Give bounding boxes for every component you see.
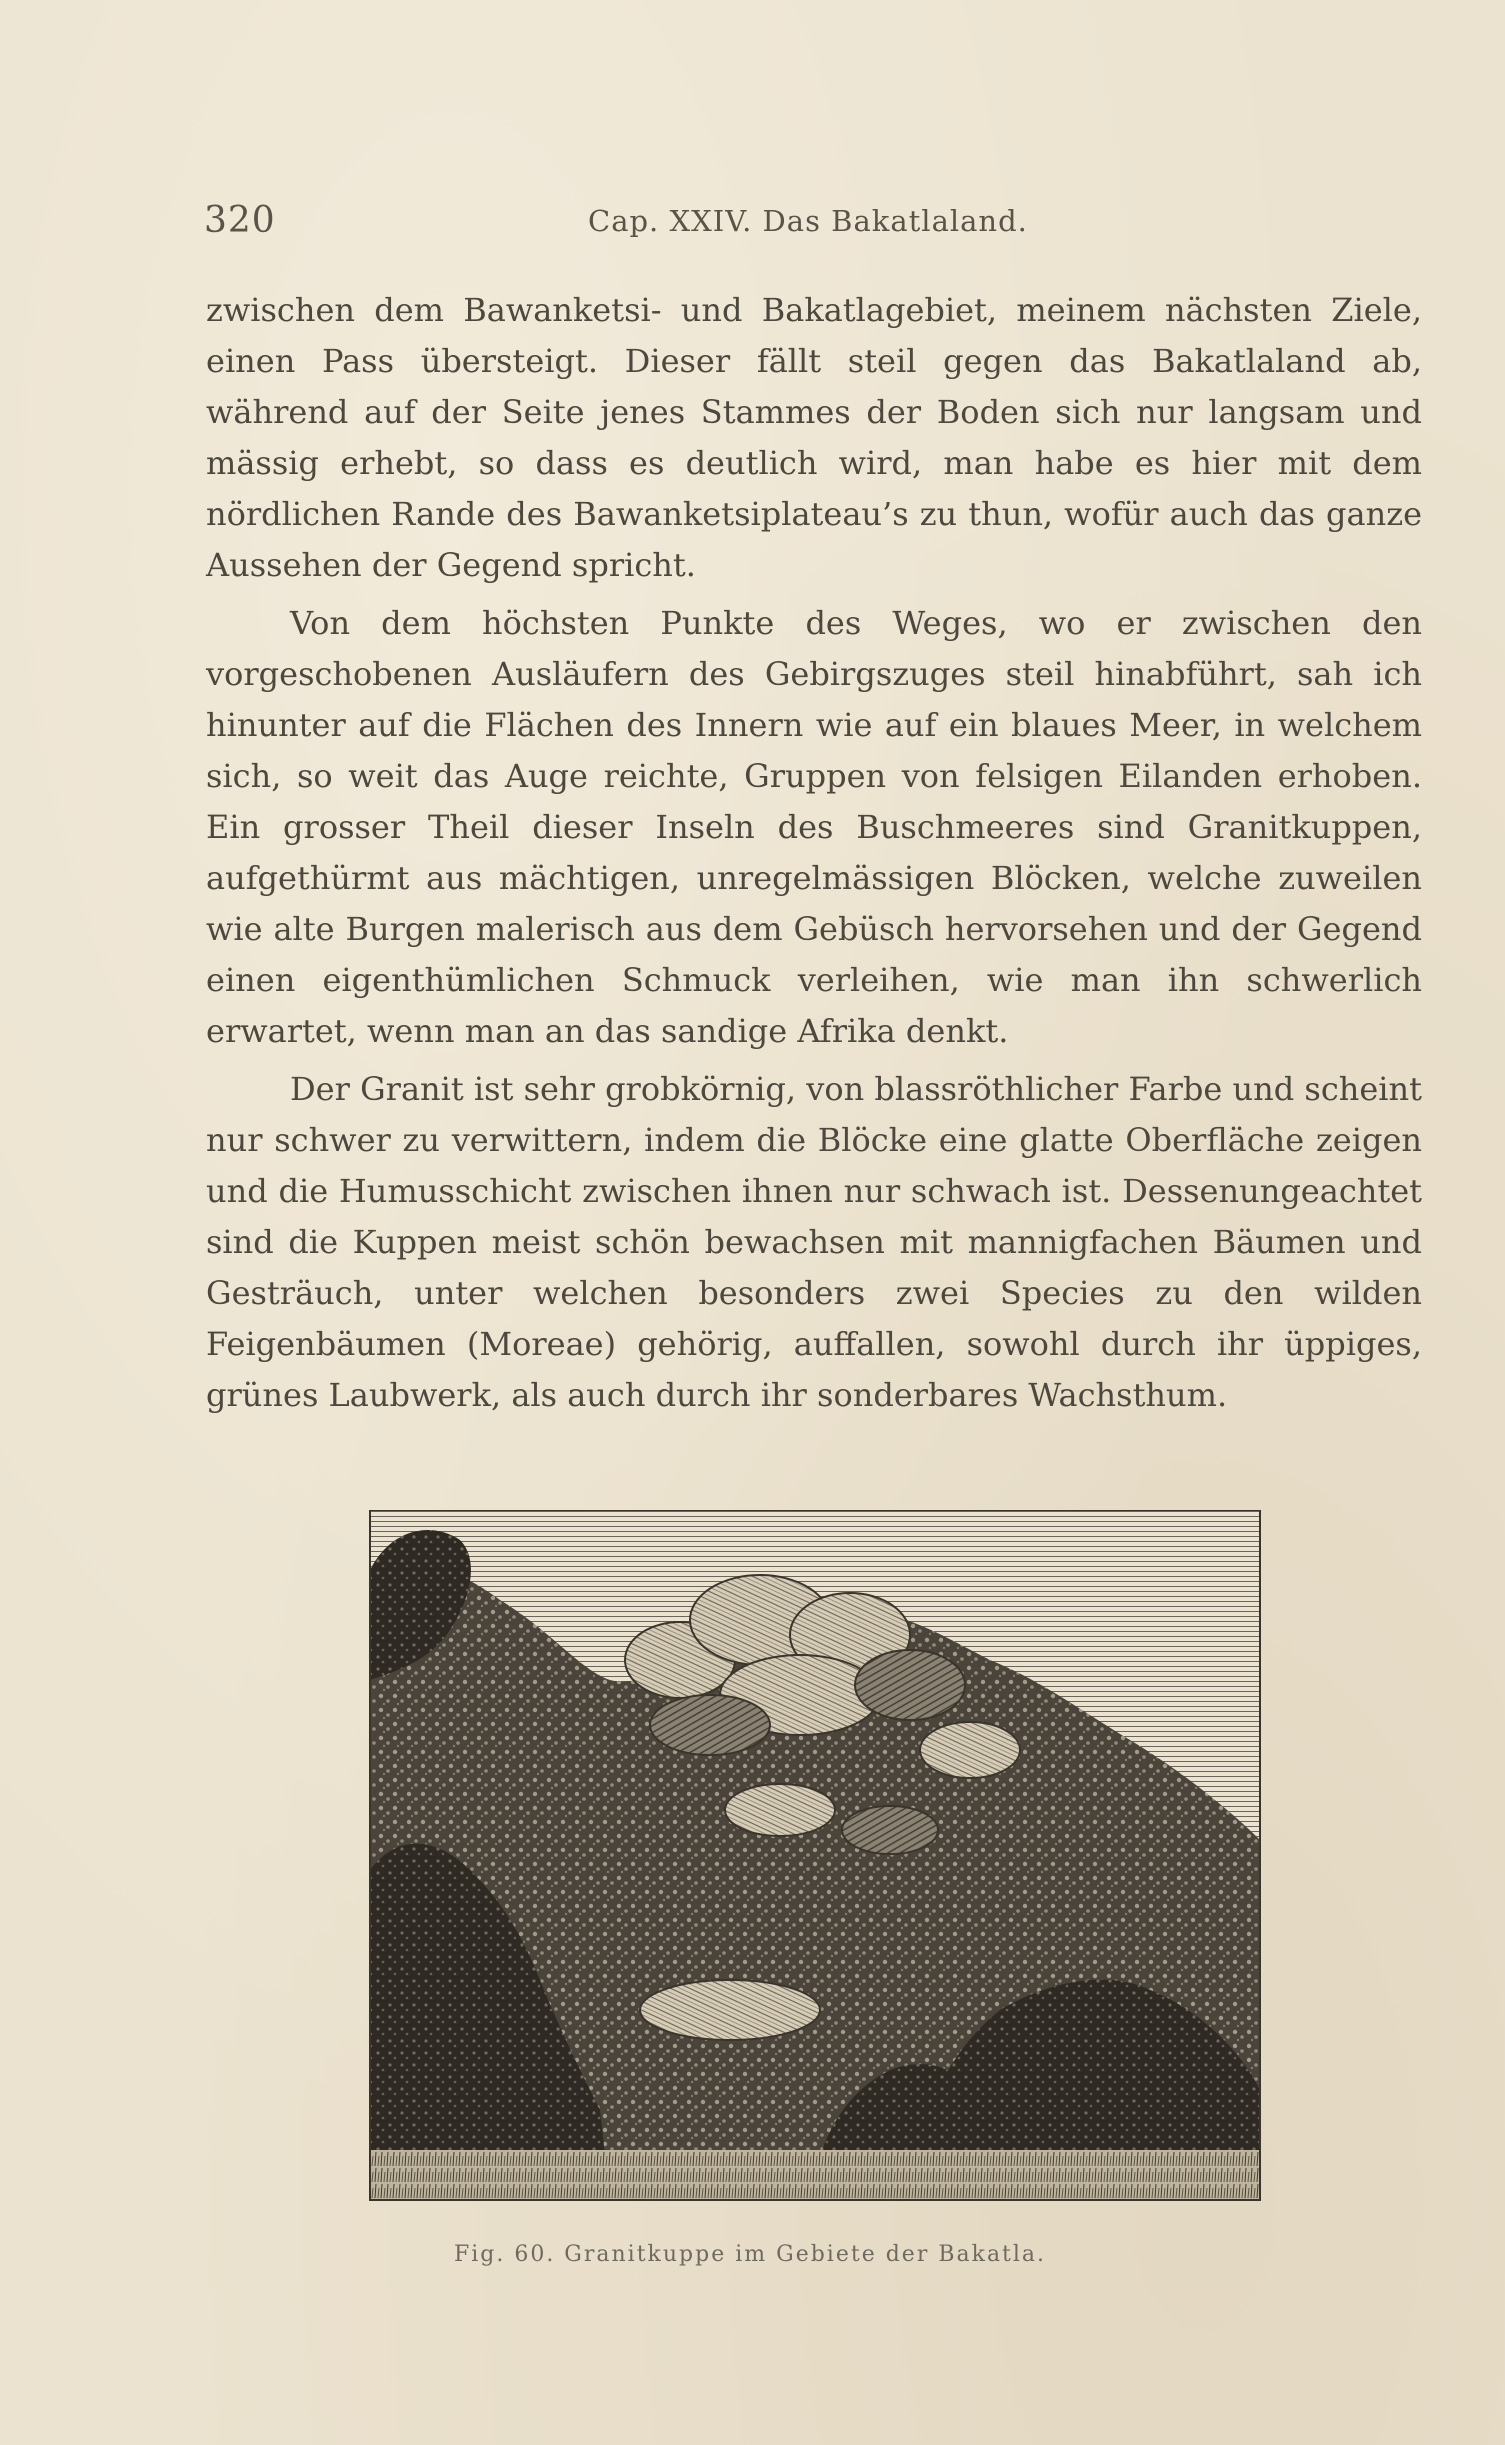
page-number: 320 [204, 200, 276, 241]
paragraph: Der Granit ist sehr grobkörnig, von blassröthlicher Farbe und scheint nur schwer zu verwittern, indem die Blöcke eine glatte Oberfläche zeigen und die Humusschicht zwischen ihnen nur schwach ist. Dessenungeachtet sind die Kuppen meist schön bewachsen mit mannigfachen Bäumen und Gesträuch, unter welchen besonders zwei Species zu den wilden Feigenbäumen (Moreae) gehörig, auffallen, sowohl durch ihr üppiges, grünes Laubwerk, als auch durch ihr sonderbares Wachsthum. [206, 1070, 1422, 1414]
running-head [204, 200, 1422, 246]
running-title: Cap. XXIV. Das Bakatlaland. [588, 204, 1028, 238]
body-text [206, 285, 1422, 1421]
foreground-grass [370, 2150, 1260, 2200]
figure-caption: Fig. 60. Granitkuppe im Gebiete der Bakatla. [453, 2242, 1047, 2267]
engraving-illustration [350, 1510, 1276, 2210]
paragraph: zwischen dem Bawanketsi- und Bakatlagebiet, meinem nächsten Ziele, einen Pass übersteigt. Dieser fällt steil gegen das Bakatlaland ab, während auf der Seite jenes Stammes der Boden sich nur langsam und mässig erhebt, so dass es deutlich wird, man habe es hier mit dem nördlichen Rande des Bawanketsiplateau’s zu thun, wofür auch das ganze Aussehen der Gegend spricht. [206, 291, 1422, 584]
granite-hill-engraving [350, 1510, 1276, 2210]
paragraph: Von dem höchsten Punkte des Weges, wo er zwischen den vorgeschobenen Ausläufern des Gebirgszuges steil hinabführt, sah ich hinunter auf die Flächen des Innern wie auf ein blaues Meer, in welchem sich, so weit das Auge reichte, Gruppen von felsigen Eilanden erhoben. Ein grosser Theil dieser Inseln des Buschmeeres sind Granitkuppen, aufgethürmt aus mächtigen, unregelmässigen Blöcken, welche zuweilen wie alte Burgen malerisch aus dem Gebüsch hervorsehen und der Gegend einen eigenthümlichen Schmuck verleihen, wie man ihn schwerlich erwartet, wenn man an das sandige Afrika denkt. [206, 604, 1422, 1050]
